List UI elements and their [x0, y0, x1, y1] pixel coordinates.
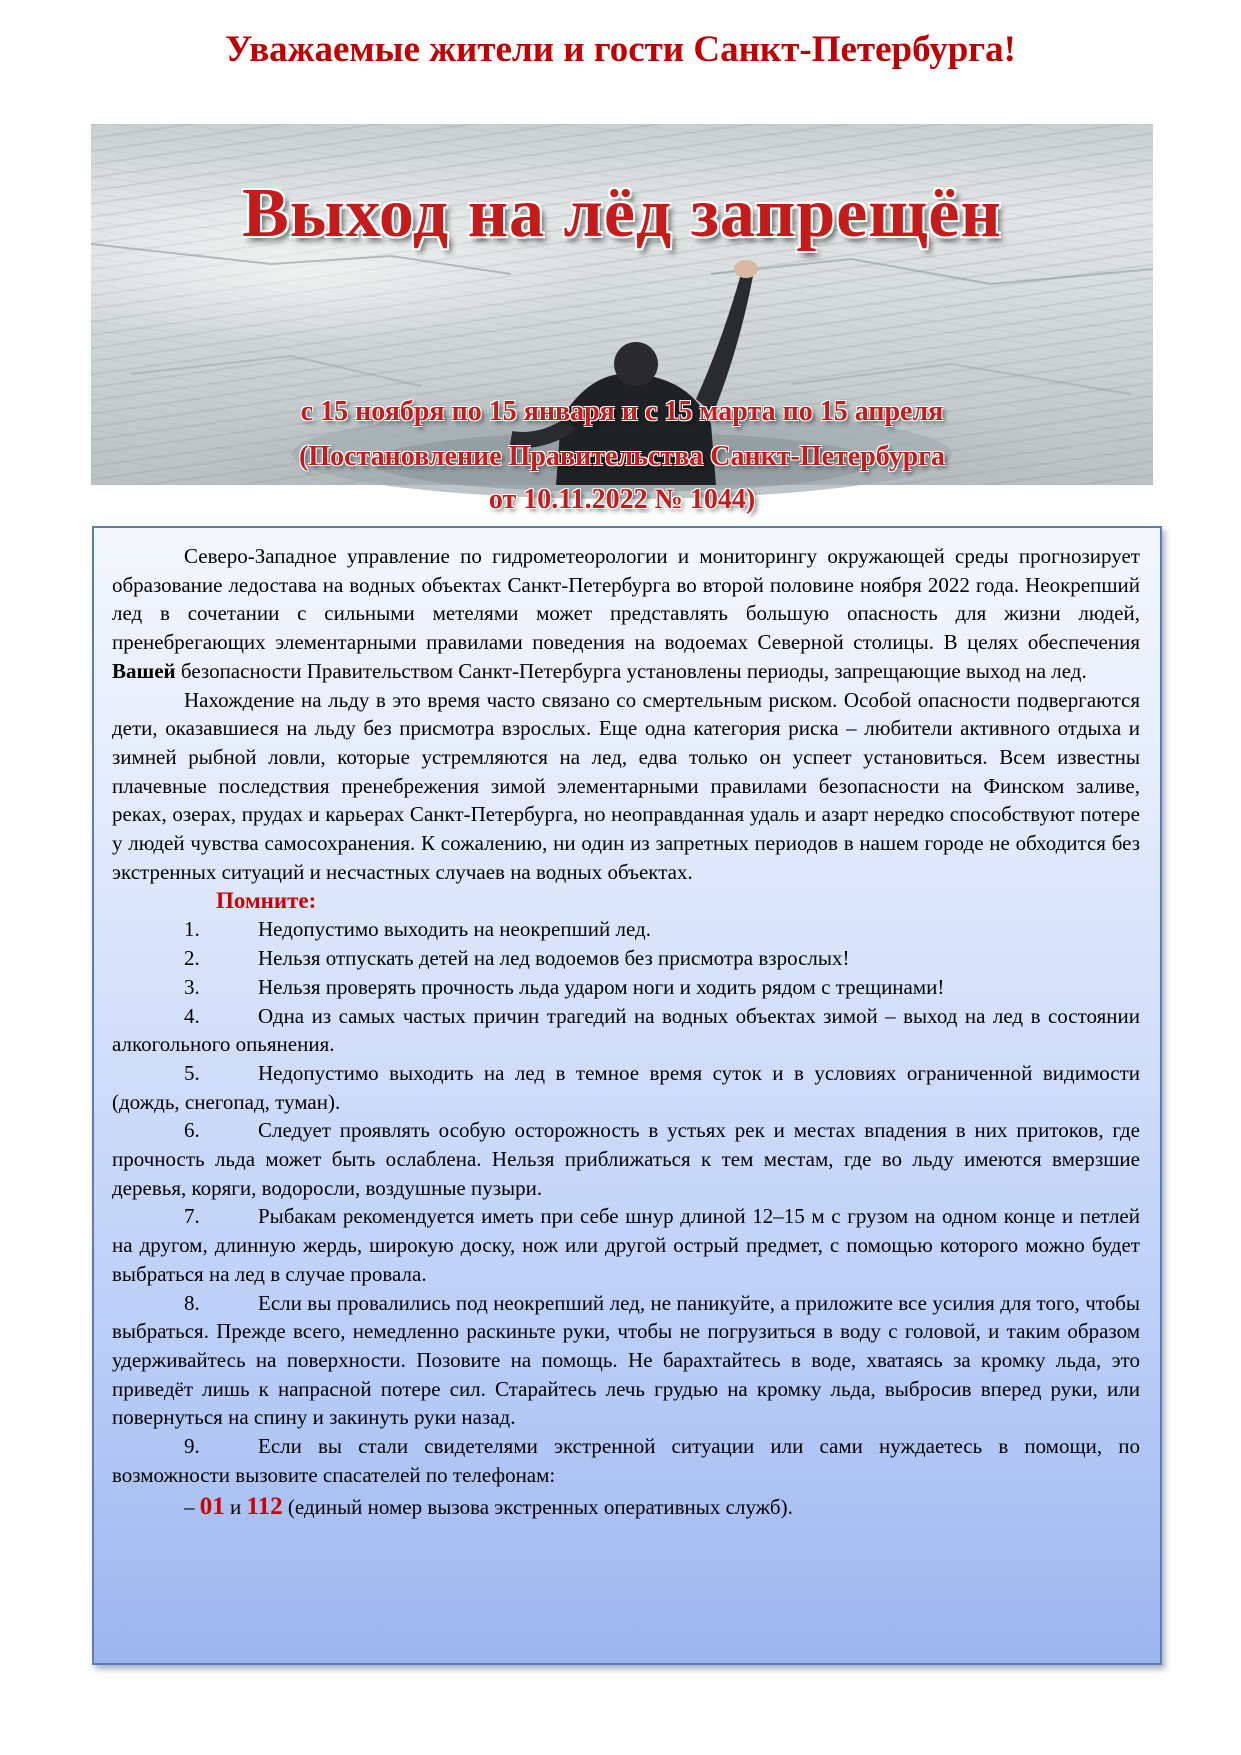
warning-banner	[91, 124, 1153, 515]
rule-item: 2. Нельзя отпускать детей на лед водоемов без присмотра взрослых!	[184, 946, 850, 971]
phone-number-112: 112	[246, 1492, 283, 1520]
page-title: Уважаемые жители и гости Санкт-Петербурга!	[225, 29, 1016, 70]
info-box	[92, 526, 1162, 1665]
rule-item: 7. Рыбакам рекомендуется иметь при себе шнур длиной 12–15 м с грузом на одном конце и петлей на другом, длинную жердь, широкую доску, нож или другой острый предмет, с помощью которого можно будет выбраться на лед в случае провала.	[112, 1204, 1140, 1286]
emergency-hotline: – 01 и 112 (единый номер вызова экстренных оперативных служб).	[184, 1492, 793, 1520]
rule-item: 9. Если вы стали свидетелями экстренной ситуации или сами нуждаетесь в помощи, по возможности вызовите спасателей по телефонам:	[112, 1434, 1140, 1487]
emphasis-your: Вашей	[112, 658, 176, 683]
danger-paragraph: Нахождение на льду в это время часто связано со смертельным риском. Особой опасности подвергаются дети, оказавшиеся на льду без присмотра взрослых. Еще одна категория риска – любители активного отдыха и зимней рыбной ловли, которые устремляются на лед, едва только он успеет установиться. Всем известны плачевные последствия пренебрежения зимой элементарными правилами безопасности на Финском заливе, реках, озерах, прудах и карьерах Санкт-Петербурга, но неоправданная удаль и азарт нередко способствуют потере у людей чувства самосохранения. К сожалению, ни один из запретных периодов в нашем городе не обходится без экстренных ситуаций и несчастных случаев на водных объектах.	[112, 687, 1140, 884]
intro-paragraph: Северо-Западное управление по гидрометеорологии и мониторингу окружающей среды прогнозирует образование ледостава на водных объектах Санкт-Петербурга во второй половине ноября 2022 года. Неокрепший лед в сочетании с сильными метелями может представлять большую опасность для жизни людей, пренебрегающих элементарными правилами поведения на водоемах Северной столицы. В целях обеспечения Вашей безопасности Правительством Санкт-Петербурга установлены периоды, запрещающие выход на лед.	[112, 544, 1140, 683]
rule-item: 8. Если вы провалились под неокрепший лед, не паникуйте, а приложите все усилия для того, чтобы выбраться. Прежде всего, немедленно раскиньте руки, чтобы не погрузиться в воду с головой, и таким образом удерживайтесь на поверхности. Позовите на помощь. Не барахтайтесь в воде, хватаясь за кромку льда, это приведёт лишь к напрасной потере сил. Старайтесь лечь грудью на кромку льда, выбросив вперед руки, или повернуться на спину и закинуть руки назад.	[112, 1290, 1140, 1430]
banner-headline: Выход на лёд запрещён	[242, 175, 1002, 252]
rule-item: 1. Недопустимо выходить на неокрепший лед.	[184, 917, 651, 942]
rule-item: 6. Следует проявлять особую осторожность в устьях рек и местах впадения в них притоков, где прочность льда может быть ослаблена. Нельзя приближаться к тем местам, где во льду имеются вмерзшие деревья, коряги, водоросли, воздушные пузыри.	[112, 1118, 1140, 1200]
rule-item: 5. Недопустимо выходить на лед в темное время суток и в условиях ограниченной видимости (дождь, снегопад, туман).	[112, 1060, 1140, 1114]
banner-decree: (Постановление Правительства Санкт-Петербурга	[299, 441, 945, 472]
remember-heading: Помните:	[216, 888, 317, 914]
banner-decree-date: от 10.11.2022 № 1044)	[488, 484, 756, 515]
hotline-description: (единый номер вызова экстренных оперативных служб).	[287, 1494, 793, 1519]
rule-item: 3. Нельзя проверять прочность льда ударом ноги и ходить рядом с трещинами!	[184, 974, 945, 999]
rule-item: 4. Одна из самых частых причин трагедий на водных объектах зимой – выход на лед в состоянии алкогольного опьянения.	[112, 1003, 1140, 1057]
banner-dates: с 15 ноября по 15 января и с 15 марта по 15 апреля	[300, 396, 944, 427]
phone-number-01: 01	[199, 1492, 225, 1520]
